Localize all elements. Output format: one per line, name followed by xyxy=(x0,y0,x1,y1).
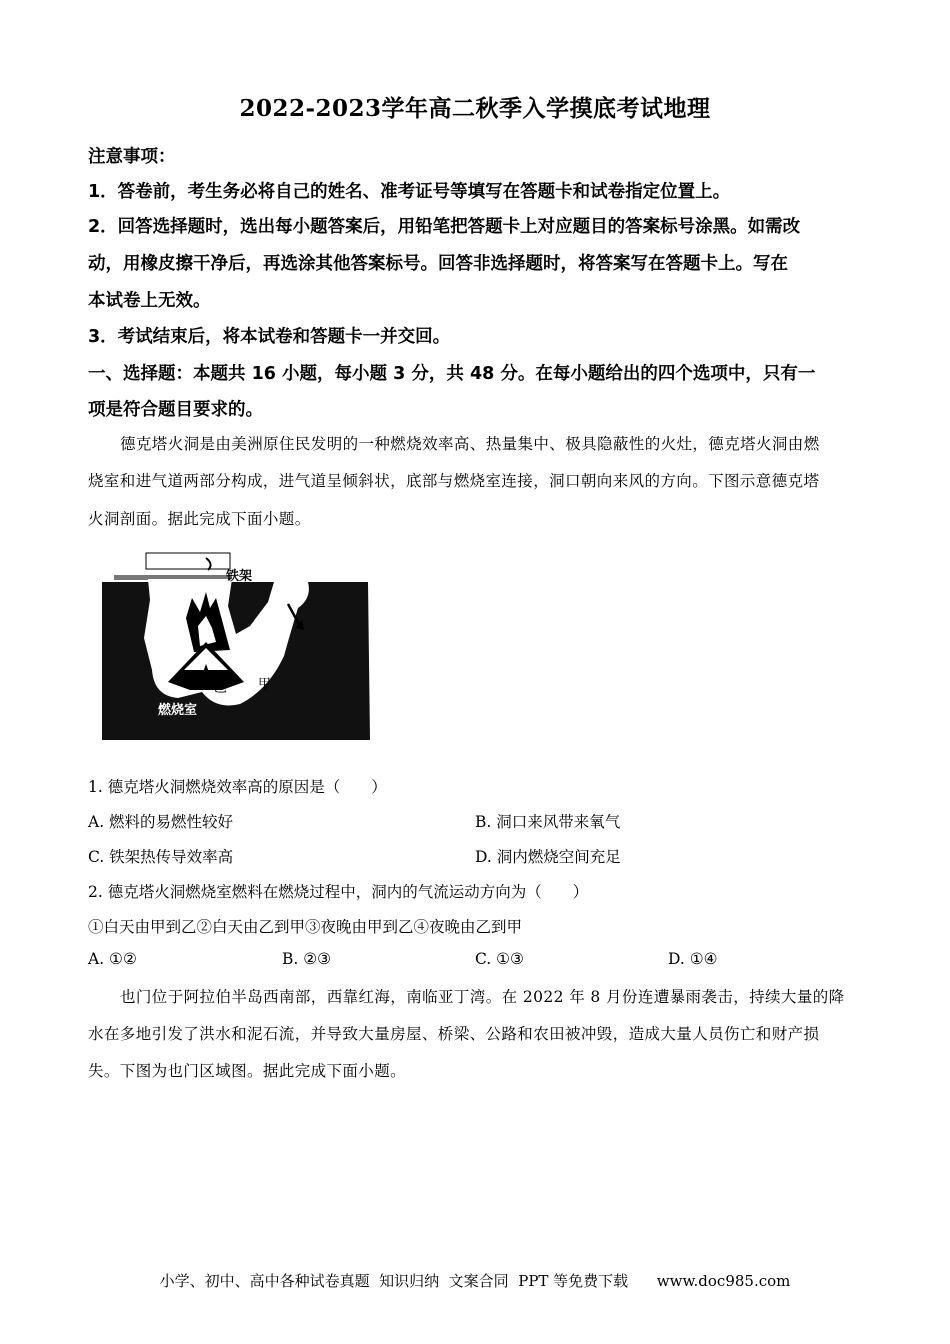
notice-line-2c: 本试卷上无效。 xyxy=(88,291,211,311)
q2-option-d: D. ①④ xyxy=(668,950,718,968)
fire-pit-cross-section-figure xyxy=(98,546,373,742)
passage2-line-3: 失。下图为也门区域图。据此完成下面小题。 xyxy=(88,1062,407,1080)
section-heading-line-2: 项是符合题目要求的。 xyxy=(88,400,263,420)
notice-line-1: 1．答卷前，考生务必将自己的姓名、准考证号等填写在答题卡和试卷指定位置上。 xyxy=(88,182,731,202)
label-yi: 乙 xyxy=(214,681,228,696)
notice-heading: 注意事项： xyxy=(88,147,176,167)
q1-option-c: C. 铁架热传导效率高 xyxy=(88,848,234,866)
passage1-line-2: 烧室和进气道两部分构成，进气道呈倾斜状，底部与燃烧室连接，洞口朝向来风的方向。下图示意德克塔 xyxy=(88,472,820,490)
section-heading-line-1: 一、选择题：本题共 16 小题，每小题 3 分，共 48 分。在每小题给出的四个选项中，只有一 xyxy=(88,364,816,384)
notice-line-2a: 2．回答选择题时，选出每小题答案后，用铅笔把答题卡上对应题目的答案标号涂黑。如需改 xyxy=(88,217,801,237)
label-iron-rack: 铁架 xyxy=(226,569,253,584)
q1-option-b: B. 洞口来风带来氧气 xyxy=(475,813,621,831)
q2-stem: 2. 德克塔火洞燃烧室燃料在燃烧过程中，洞内的气流运动方向为（ ） xyxy=(88,883,589,901)
notice-line-3: 3．考试结束后，将本试卷和答题卡一并交回。 xyxy=(88,327,451,347)
q2-option-b: B. ②③ xyxy=(282,950,332,968)
page-title: 2022-2023学年高二秋季入学摸底考试地理 xyxy=(239,95,711,122)
page-footer: 小学、初中、高中各种试卷真题 知识归纳 文案合同 PPT 等免费下载 www.doc985.com xyxy=(159,1272,791,1290)
notice-line-2b: 动，用橡皮擦干净后，再选涂其他答案标号。回答非选择题时，将答案写在答题卡上。写在 xyxy=(88,254,788,274)
passage1-line-3: 火洞剖面。据此完成下面小题。 xyxy=(88,510,311,528)
passage1-line-1: 德克塔火洞是由美洲原住民发明的一种燃烧效率高、热量集中、极具隐蔽性的火灶，德克塔火洞由燃 xyxy=(120,435,820,453)
q2-statements: ①白天由甲到乙②白天由乙到甲③夜晚由甲到乙④夜晚由乙到甲 xyxy=(88,918,523,936)
q1-option-a: A. 燃料的易燃性较好 xyxy=(88,813,234,831)
label-jia: 甲 xyxy=(258,677,272,692)
q2-option-a: A. ①② xyxy=(88,950,137,968)
passage2-line-2: 水在多地引发了洪水和泥石流，并导致大量房屋、桥梁、公路和农田被冲毁，造成大量人员伤亡和财产损 xyxy=(88,1025,820,1043)
passage2-line-1: 也门位于阿拉伯半岛西南部，西靠红海，南临亚丁湾。在 2022 年 8 月份连遭暴雨袭击，持续大量的降 xyxy=(120,988,845,1006)
label-combustion-chamber: 燃烧室 xyxy=(158,703,198,718)
q1-stem: 1. 德克塔火洞燃烧效率高的原因是（ ） xyxy=(88,778,387,796)
q1-option-d: D. 洞内燃烧空间充足 xyxy=(475,848,621,866)
q2-option-c: C. ①③ xyxy=(475,950,524,968)
